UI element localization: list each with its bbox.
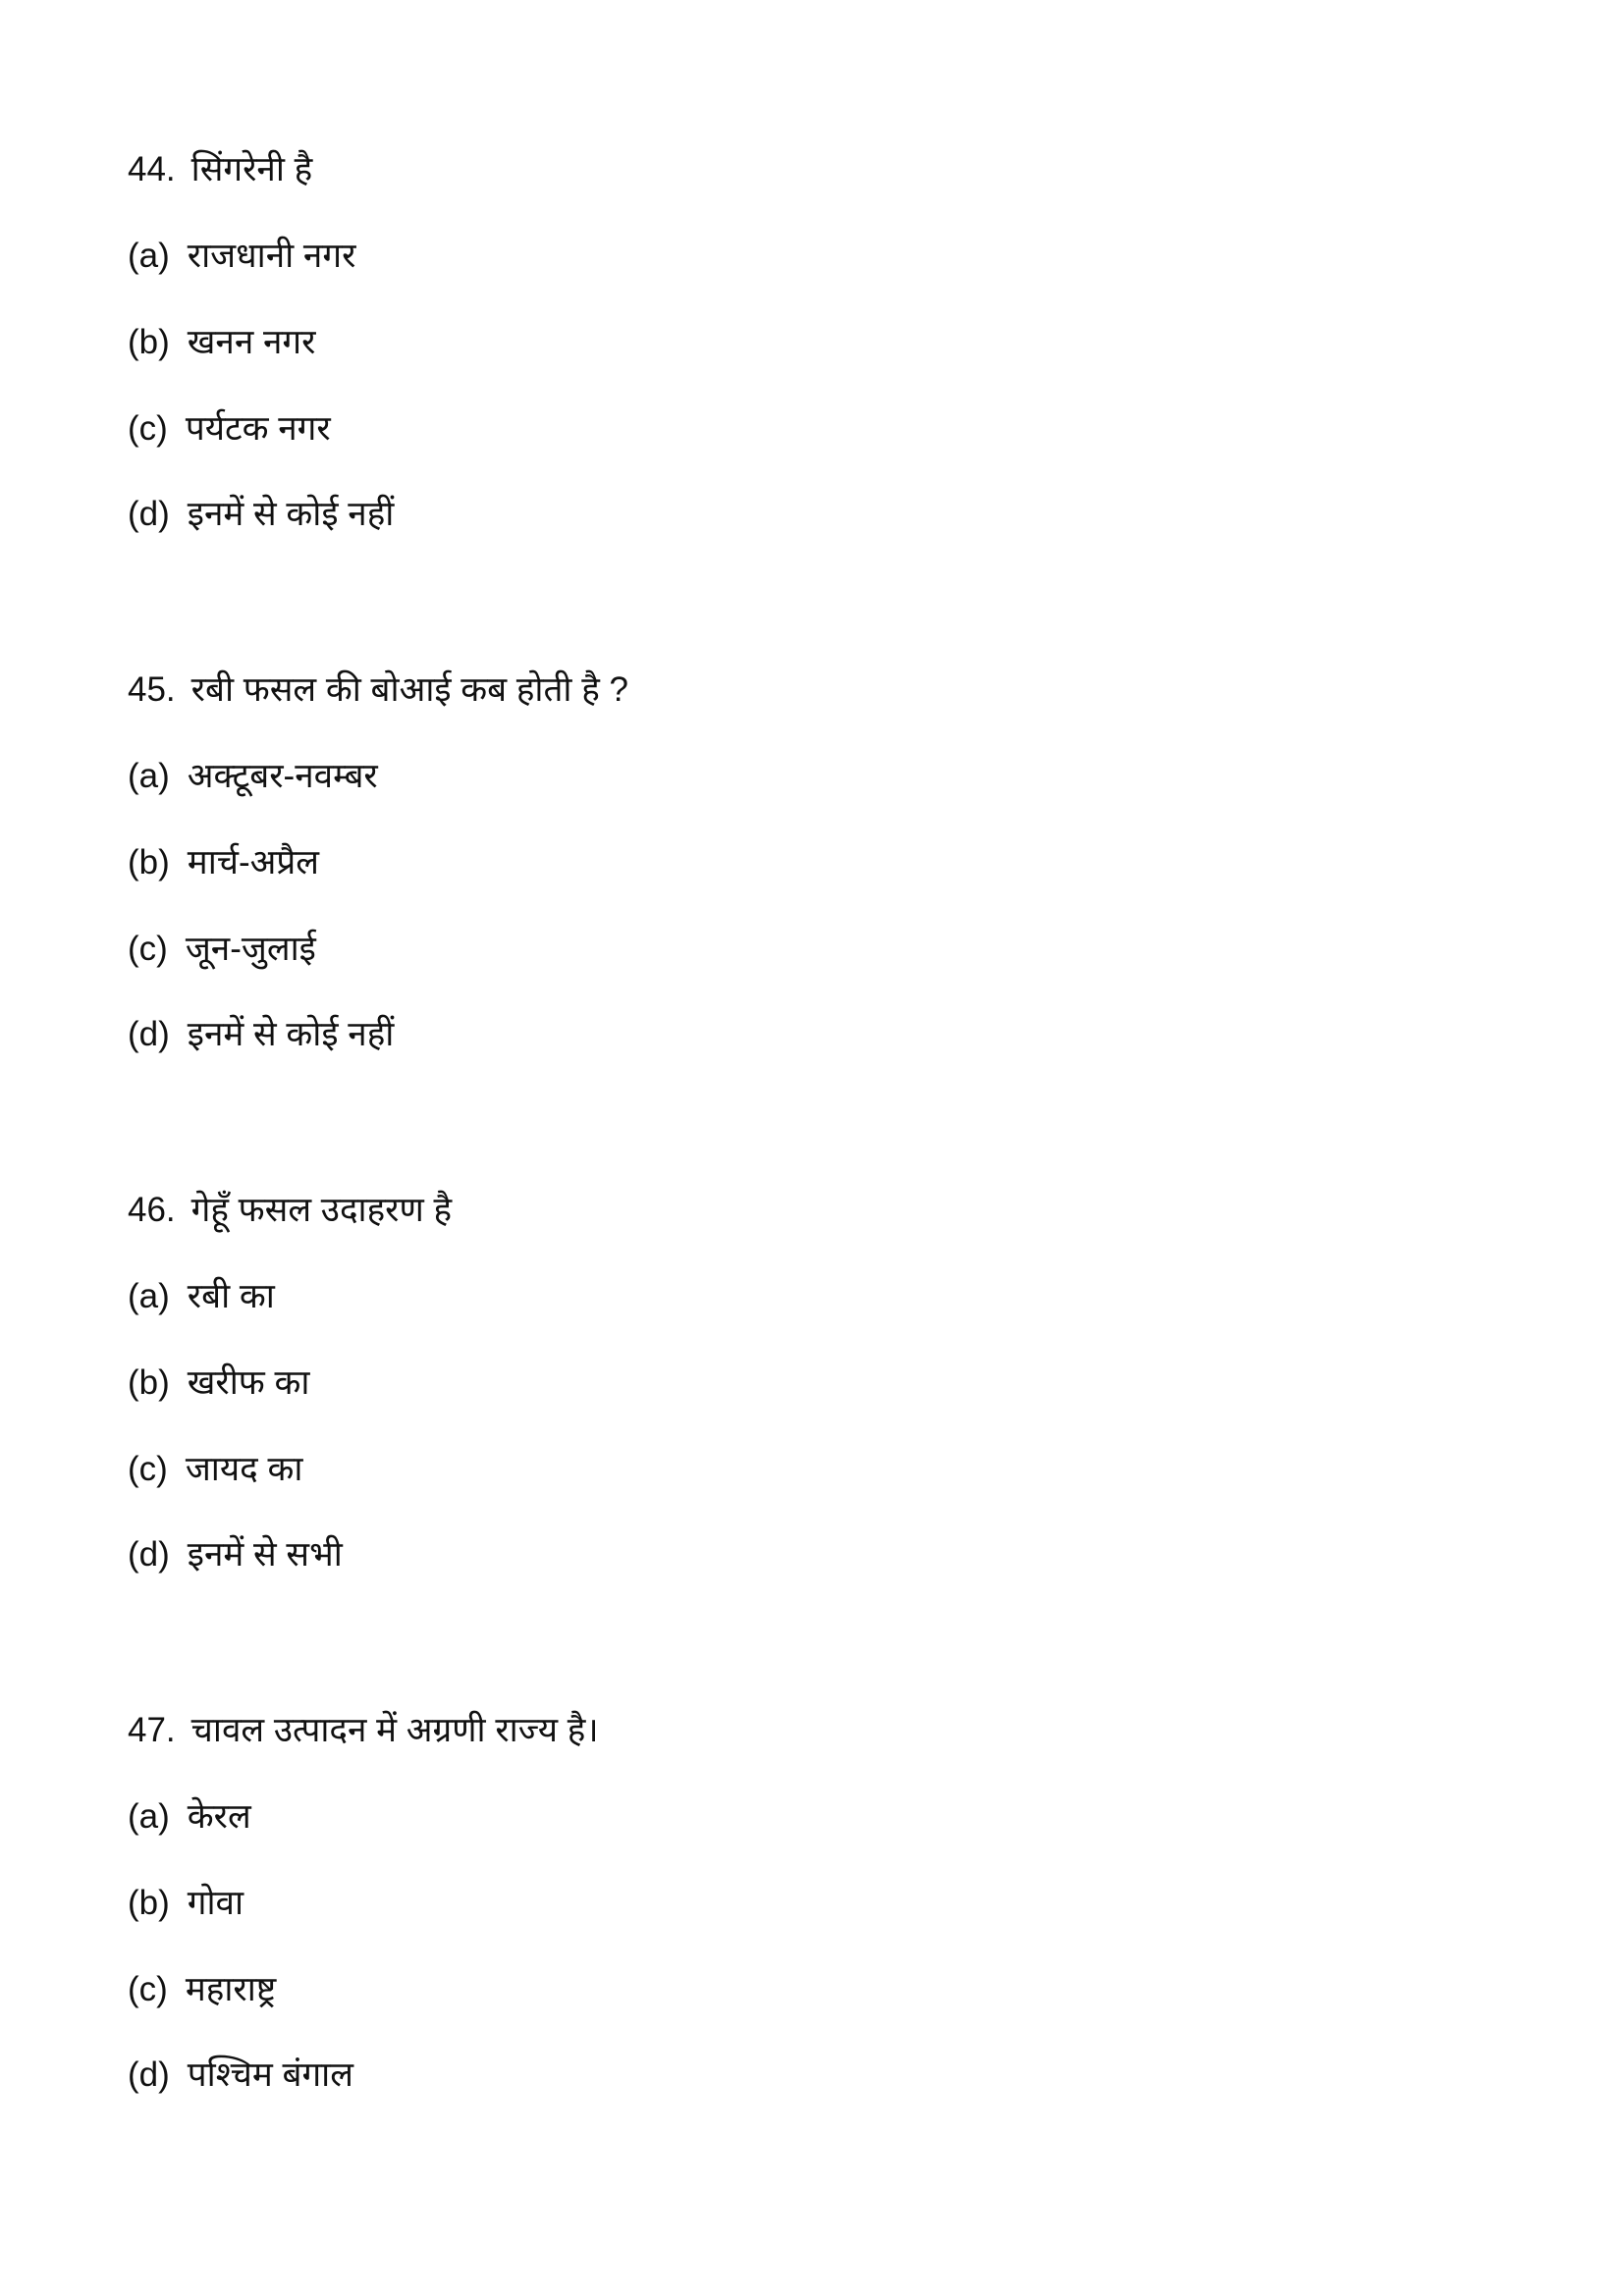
- question-text: चावल उत्पादन में अग्रणी राज्य है।: [190, 1711, 599, 1749]
- option-c: [128, 928, 316, 971]
- option-c: [128, 407, 331, 451]
- question-text: सिंगरेनी है: [190, 150, 313, 188]
- option-label: (b): [128, 843, 170, 881]
- option-label: (b): [128, 1884, 170, 1922]
- option-text: इनमें से सभी: [187, 1535, 343, 1574]
- option-text: मार्च-अप्रैल: [187, 843, 320, 881]
- option-text: जायद का: [185, 1450, 303, 1488]
- option-text: जून-जुलाई: [185, 930, 316, 968]
- option-text: पश्चिम बंगाल: [187, 2056, 353, 2094]
- option-label: (d): [128, 1535, 170, 1574]
- option-d: [128, 493, 394, 536]
- option-label: (a): [128, 1797, 170, 1836]
- option-text: राजधानी नगर: [187, 237, 356, 275]
- option-b: [128, 1362, 309, 1405]
- question-stem: [128, 148, 312, 191]
- option-label: (a): [128, 1277, 170, 1315]
- option-b: [128, 321, 315, 364]
- option-text: खरीफ का: [187, 1363, 310, 1402]
- question-text: गेहूँ फसल उदाहरण है: [190, 1191, 453, 1229]
- option-text: गोवा: [187, 1884, 244, 1922]
- option-label: (d): [128, 2056, 170, 2094]
- option-c: [128, 1448, 302, 1491]
- option-label: (a): [128, 757, 170, 795]
- option-text: इनमें से कोई नहीं: [187, 1015, 395, 1053]
- option-a: [128, 1795, 251, 1839]
- option-d: [128, 1533, 343, 1576]
- option-a: [128, 235, 355, 278]
- option-label: (c): [128, 930, 168, 968]
- option-text: पर्यटक नगर: [185, 409, 331, 448]
- option-text: महाराष्ट्र: [185, 1970, 277, 2008]
- option-d: [128, 2054, 353, 2097]
- option-a: [128, 1275, 275, 1318]
- option-text: अक्टूबर-नवम्बर: [187, 757, 378, 795]
- option-label: (c): [128, 1450, 168, 1488]
- question-number: 44.: [128, 150, 176, 188]
- question-text: रबी फसल की बोआई कब होती है ?: [190, 670, 628, 709]
- option-label: (c): [128, 409, 168, 448]
- option-text: केरल: [187, 1797, 251, 1836]
- question-number: 45.: [128, 670, 176, 709]
- option-label: (c): [128, 1970, 168, 2008]
- option-a: [128, 755, 378, 798]
- option-label: (b): [128, 1363, 170, 1402]
- option-text: इनमें से कोई नहीं: [187, 495, 395, 533]
- option-c: [128, 1968, 276, 2011]
- option-text: खनन नगर: [187, 323, 316, 361]
- option-label: (a): [128, 237, 170, 275]
- question-stem: [128, 1709, 599, 1752]
- option-label: (b): [128, 323, 170, 361]
- question-stem: [128, 1189, 452, 1232]
- option-b: [128, 841, 319, 884]
- option-b: [128, 1882, 244, 1925]
- question-number: 47.: [128, 1711, 176, 1749]
- question-stem: [128, 668, 628, 712]
- question-number: 46.: [128, 1191, 176, 1229]
- option-label: (d): [128, 495, 170, 533]
- option-label: (d): [128, 1015, 170, 1053]
- option-text: रबी का: [187, 1277, 275, 1315]
- option-d: [128, 1013, 394, 1056]
